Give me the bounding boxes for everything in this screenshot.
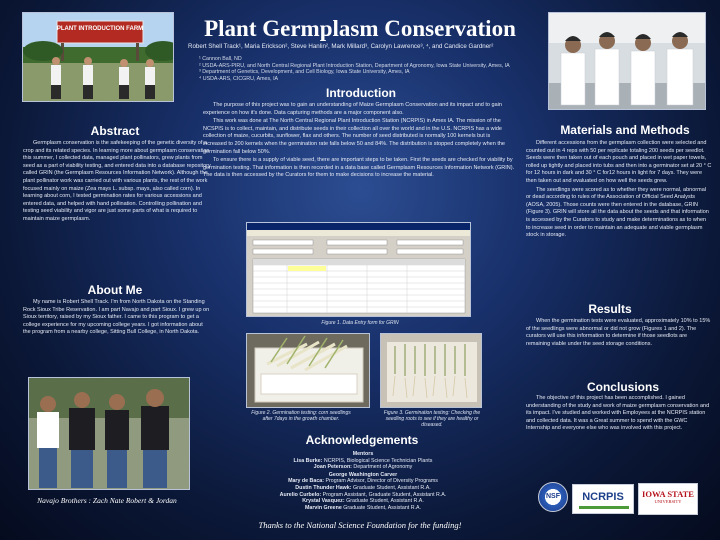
author-list: Robert Shell Track¹, Maria Erickson², Steve Hanlin², Mark Millard³, Carolyn Lawrence³, ⁴, and Candice Gardner² <box>188 43 494 50</box>
conclusions-paragraph: The objective of this project has been accomplished. I gained understanding of the study and work of maize germplasm conservation and its impact. I've studied and worked with Employees at the NCRPIS station and collected data. It was a Great summer to spend with the GWC Internship and everyone else who was involved with this project. <box>526 395 710 432</box>
abstract-heading: Abstract <box>90 124 140 138</box>
abstract-paragraph: Germplasm conservation is the safekeeping of the genetic diversity of a crop and its related species. In learning more about germplasm conservation this summer, I collected data, managed plant pollinators, grew plants from seed as a part of viability testing, and entered data into a database repository called GRIN (the Germplasm Resources Information Network). Although the plant pollinator work was carried out with various plants, the rest of the work focused mainly on maize (Zea mays L. subsp. mays, also called corn). In learning about corn, I tested germination rates for various accessions and entered data, and helped with hand pollination. Controlling pollination and testing seed viability and vigor are just some parts of what is required to maintain maize germplasm. <box>23 140 211 222</box>
materials-methods-heading: Materials and Methods <box>560 123 690 137</box>
about-me-text <box>23 299 211 338</box>
ack-person: Marvin Greene Graduate Student, Assistant R.A. <box>304 504 422 511</box>
introduction-paragraph: The purpose of this project was to gain an understanding of Maize Germplasm Conservation and its impact and to gain experience on how it's done. Data capturing methods are a major component also. <box>203 102 502 116</box>
about-me-paragraph: My name is Robert Shell Track. I'm from North Dakota on the Standing Rock Sioux Tribe Reservation. I am part Navajo and part Sioux. I grew up on Sioux territory, raised by my Sioux father. I came to this program to get a college experience for my upcoming college years. I got information about the program from a nearby college, Sitting Bull College, in North Dakota. <box>23 299 210 336</box>
affiliation-3: ³ Department of Genetics, Development, and Cell Biology, Iowa State University, Ames, IA <box>199 69 410 75</box>
figure-3-caption: Figure 3. Germination testing: Checking the seedling roots to see if they are healthy or diseased. <box>383 410 481 428</box>
introduction-text <box>203 102 515 181</box>
affiliation-2: ² USDA-ARS-PIRU, and North Central Regional Plant Introduction Station, Department of Agronomy, Iowa State University, Ames, IA <box>199 62 510 69</box>
introduction-heading: Introduction <box>326 86 396 100</box>
introduction-paragraph: This work was done at The North Central Regional Plant Introduction Station (NCRPIS) in Ames IA. The mission of the NCSPIS is to collect, maintain, and distribute seeds in their collection all over the world and in the U.S. NCRPIS has a wide collection of maize, cucurbits, sunflower, flax and others. The number of seed distributed is normally 100 kernels but is increased to 200 kernels when the germination rate falls below 50 and 84%. The distribution is stopped completely when the germination fall below 50%. <box>203 118 505 155</box>
brothers-caption: Navajo Brothers : Zach Nate Robert & Jordan <box>37 496 177 505</box>
abstract-text <box>23 140 211 225</box>
affiliation-1: ¹ Cannon Ball, ND <box>199 56 242 62</box>
grin-form-screenshot <box>246 222 471 317</box>
ncrpis-logo: NCRPIS <box>572 484 634 514</box>
materials-methods-paragraph: Different accessions from the germplasm collection were selected and counted out in 4 reps with 50 per replicate totaling 200 seeds per seedlot. Seeds were then taken out of each pouch and placed in wet paper towels, rolled up tightly and placed into tubs and then into a germinator set at 20 ° C for 12 hours in dark and 30 ° C for12 hours in light for 7 days. They were then taken out and evaluated on how well the seeds grew. <box>526 140 712 184</box>
ack-person: Mary de Baca: Program Advisor, Director of Diversity Programs <box>288 478 438 485</box>
ack-person: Krystal Vasquez: Graduate Student, Assistant R.A. <box>302 498 424 505</box>
nsf-logo: NSF <box>538 482 568 512</box>
results-heading: Results <box>588 302 632 316</box>
figure-2-caption: Figure 2. Germination testing: corn seedlings after 7days in the growth chamber. <box>251 410 351 422</box>
ack-group-title: George Washington Carver <box>328 471 398 478</box>
iowa-state-university-logo: IOWA STATE UNIVERSITY <box>638 483 698 515</box>
ack-person: Aurelio Curbelo: Program Assistant, Graduate Student, Assistant R.A. <box>279 491 447 498</box>
results-paragraph: When the germination tests were evaluated, approximately 10% to 15% of the seedlings were abnormal or did not grow (Figures 1 and 2). The curators will use this information to determine if those seedlots are remaining viable under the seed storage conditions. <box>526 318 711 347</box>
materials-methods-paragraph: The seedlings were scored as to whether they were normal, abnormal or dead according to rules of the Association of Official Seed Analysts (AOSA, 2005). Those counts were then entered in the database, GRIN (Figure 3). GRIN will store all the data about the seeds and that information is accessed by the Curators to study and make determinations as to when to increase seed in order to maintain an adequate and viable germplasm stock in storage. <box>526 186 709 239</box>
conclusions-heading: Conclusions <box>586 380 659 394</box>
ack-person: Joan Peterson: Department of Agronomy <box>313 464 413 471</box>
ack-group-title: Mentors <box>352 451 374 457</box>
brothers-photo <box>28 377 190 490</box>
seedling-tub-photo <box>246 333 370 408</box>
ack-person: Dustin Thunder Hawk: Graduate Student, Assistant R.A. <box>295 484 431 491</box>
conclusions-text <box>526 395 712 434</box>
affiliation-4: ⁴ USDA-ARS, CICGRU, Ames, IA <box>199 75 279 82</box>
poster-title: Plant Germplasm Conservation <box>204 16 516 41</box>
about-me-heading: About Me <box>87 283 143 297</box>
affiliations <box>199 56 529 82</box>
results-text <box>526 318 712 349</box>
ack-person: Lisa Burke: NCRPIS, Biological Science Technician Plants <box>293 457 433 464</box>
seedling-roots-photo <box>380 333 482 408</box>
sign-text: PLANT INTRODUCTION FARM <box>56 26 144 32</box>
introduction-paragraph: To ensure there is a supply of viable seed, there are important steps to be taken. First the seeds are checked for viability by germination testing. That information is then recorded in a data base called Germplasm Resources Information Network (GRIN). The data is then accessed by the Curators for them to make decisions to increase the material. <box>203 157 515 179</box>
acknowledgements-heading: Acknowledgements <box>305 433 419 447</box>
figure-1-caption: Figure 1. Data Entry form for GRIN <box>321 320 399 326</box>
acknowledgements-list <box>245 450 481 511</box>
materials-methods-text <box>526 140 712 241</box>
farm-sign-photo <box>22 12 174 102</box>
funding-footer: Thanks to the National Science Foundation for the funding! <box>258 520 462 530</box>
lab-team-photo <box>548 12 706 110</box>
